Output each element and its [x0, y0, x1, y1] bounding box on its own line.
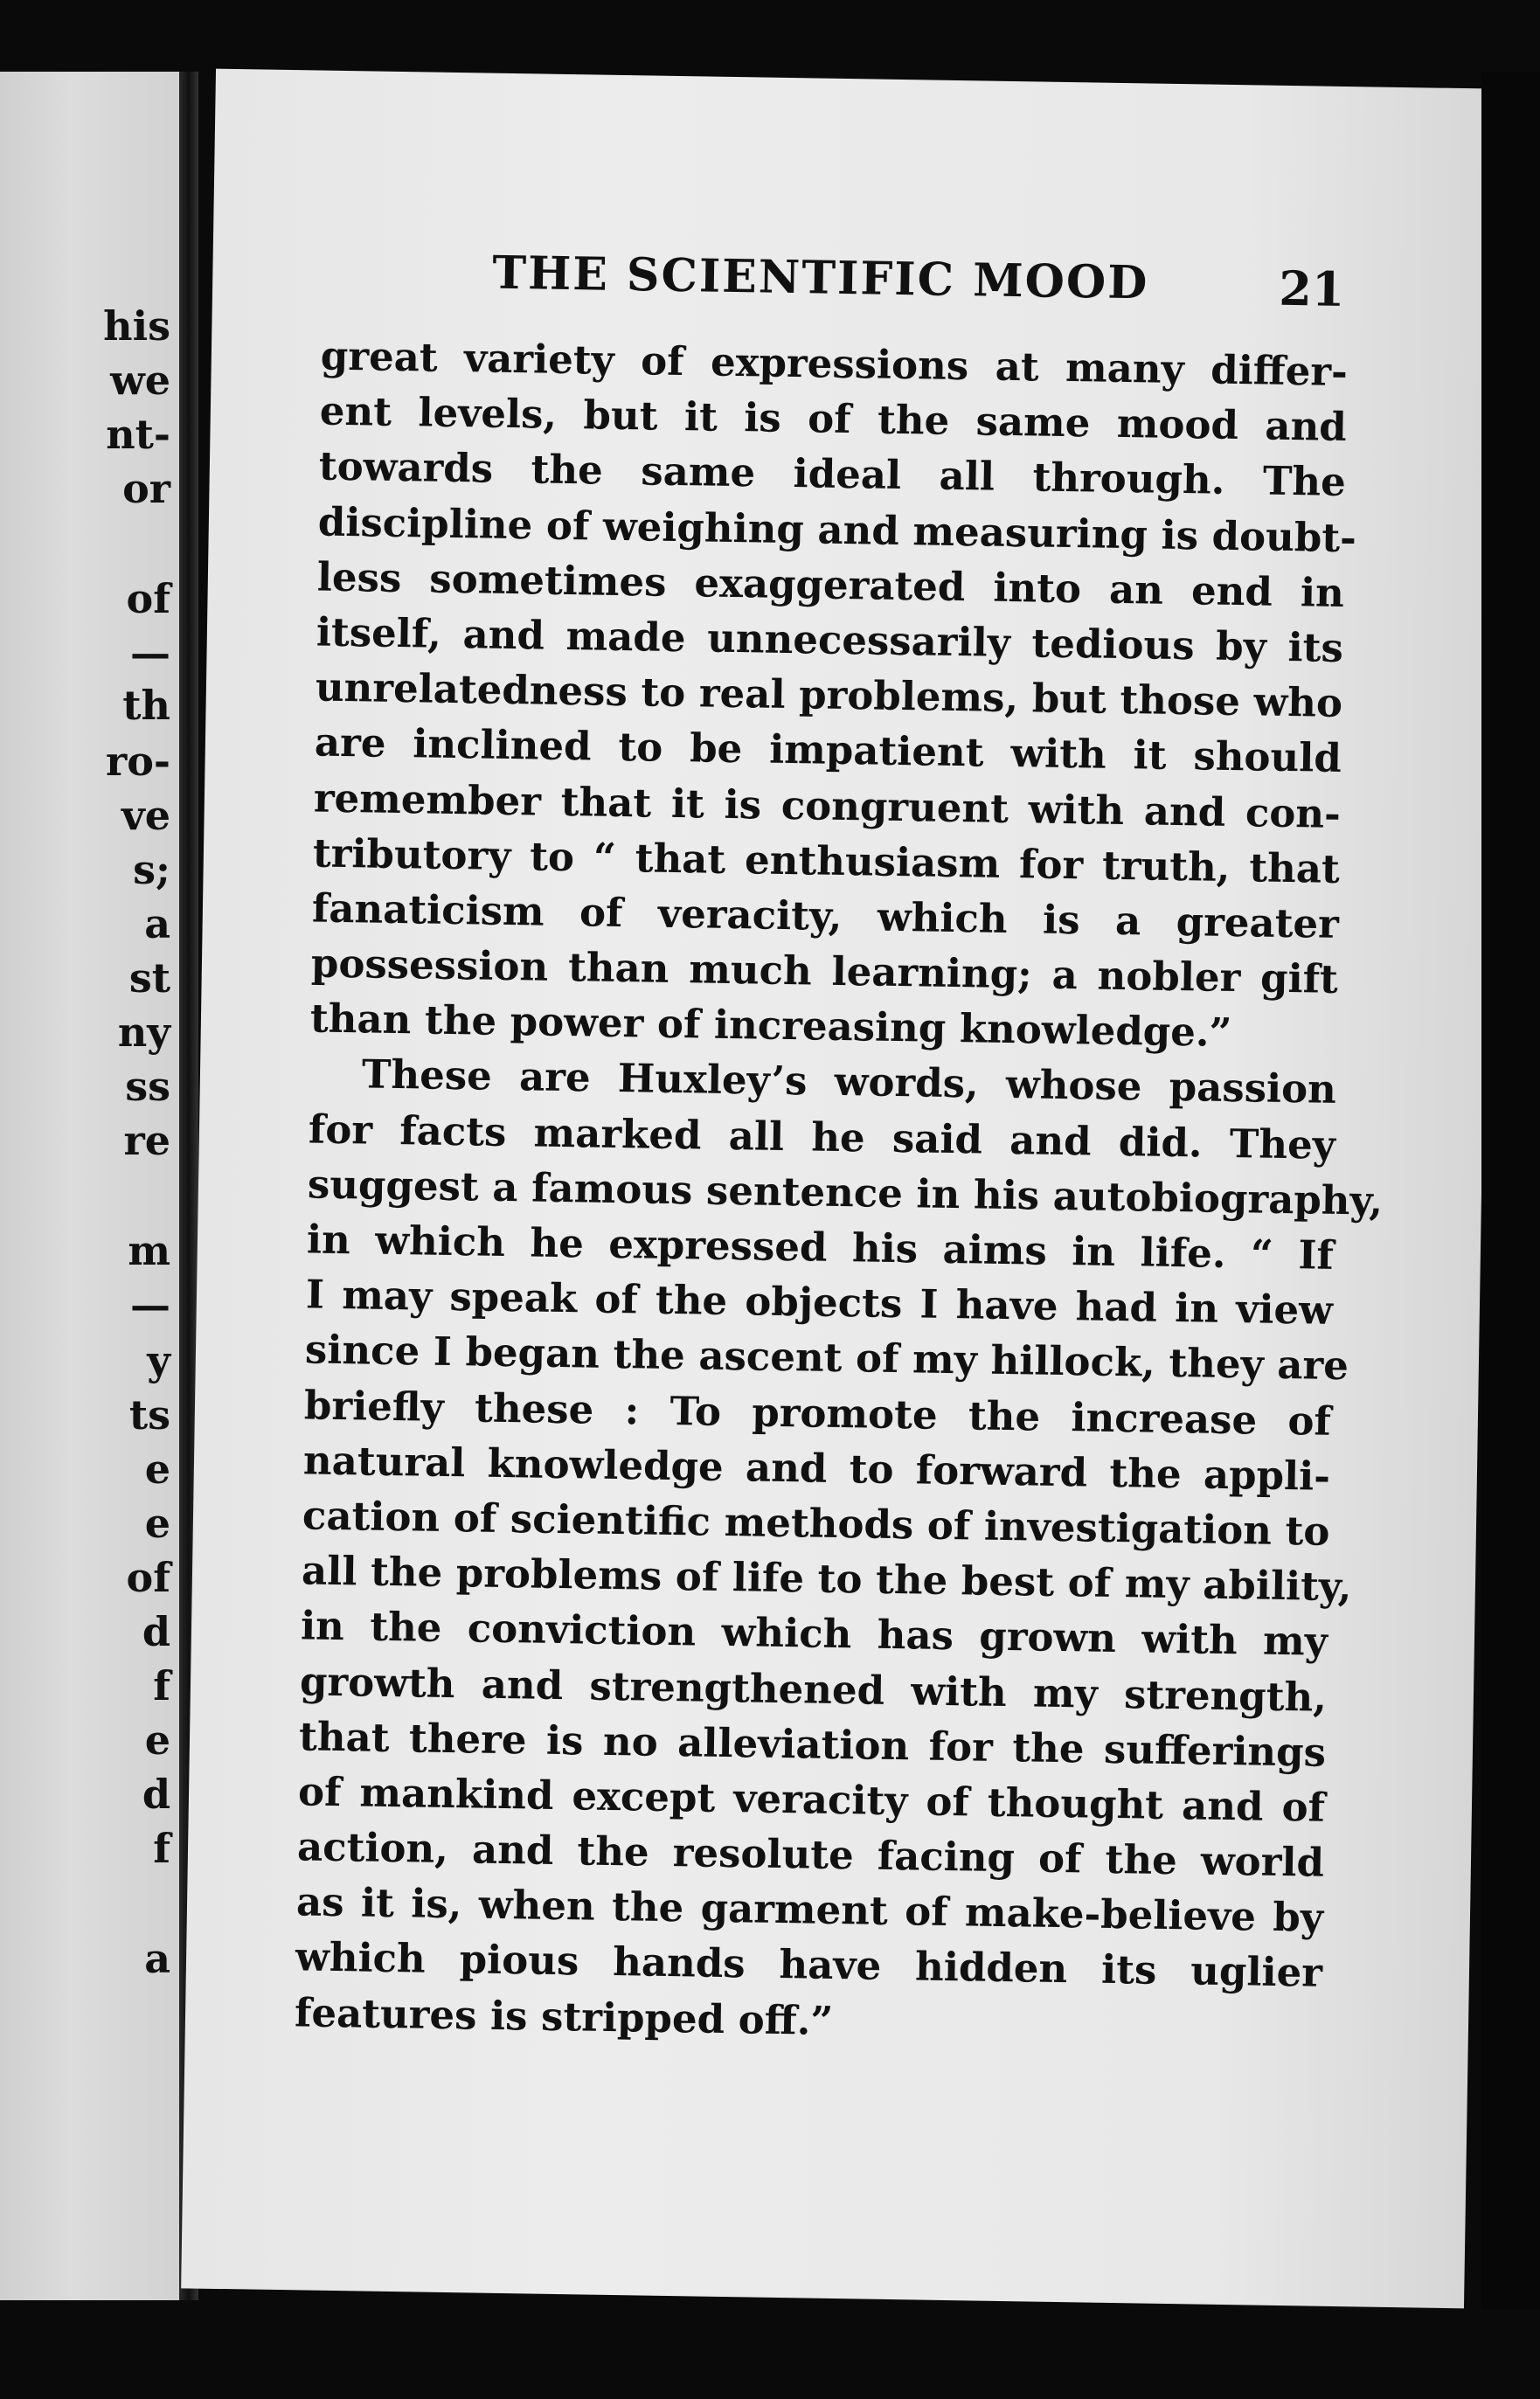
left-fragment: his	[103, 302, 170, 350]
text-line: remember that it is congruent with and con-	[313, 773, 1342, 837]
text-line: in the conviction which has grown with my	[300, 1602, 1328, 1666]
left-fragment: f	[153, 1825, 170, 1872]
left-fragment: a	[144, 1935, 170, 1982]
left-fragment: of	[126, 575, 170, 622]
body-text	[294, 329, 1384, 2056]
text-line: action, and the resolute facing of the world	[296, 1823, 1325, 1886]
left-fragment: a	[144, 900, 170, 947]
text-line: ent levels, but it is of the same mood and	[319, 387, 1348, 451]
text-line: that there is no alleviation for the sufferings	[298, 1713, 1327, 1776]
text-line: of mankind except veracity of thought and of	[297, 1768, 1326, 1831]
left-fragment: or	[122, 465, 170, 512]
left-fragment: re	[123, 1117, 170, 1164]
text-line: than the power of increasing knowledge.”	[309, 995, 1232, 1057]
text-line: which pious hands have hidden its uglier	[295, 1933, 1323, 1997]
text-line: features is stripped off.”	[294, 1988, 834, 2044]
text-line: all the problems of life to the best of my ability,	[301, 1547, 1352, 1611]
text-line: in which he expressed his aims in life. “ If	[306, 1216, 1335, 1279]
right-scan-edge	[1481, 72, 1540, 2309]
book-page	[181, 69, 1499, 2309]
text-line: less sometimes exaggerated into an end in	[316, 553, 1345, 616]
text-line: growth and strengthened with my strength,	[299, 1657, 1328, 1721]
left-fragment: ve	[121, 792, 170, 839]
text-line: briefly these : To promote the increase of	[303, 1381, 1332, 1445]
text-line: for facts marked all he said and did. They	[308, 1106, 1336, 1168]
text-line: towards the same ideal all through. The	[318, 442, 1347, 506]
text-line: suggest a famous sentence in his autobiography,	[307, 1161, 1384, 1224]
left-fragment: d	[142, 1771, 170, 1818]
left-fragment: ss	[125, 1063, 170, 1110]
left-fragment: th	[122, 682, 170, 729]
text-line: These are Huxley’s words, whose passion	[361, 1050, 1337, 1113]
left-fragment: ro-	[105, 738, 170, 785]
running-head	[212, 242, 1496, 323]
text-line: since I began the ascent of my hillock, they are	[304, 1326, 1349, 1390]
left-fragment: e	[144, 1716, 170, 1764]
text-line: I may speak of the objects I have had in view	[305, 1271, 1334, 1335]
text-line: great variety of expressions at many differ-	[320, 332, 1349, 396]
text-line: discipline of weighing and measuring is doubt-	[317, 498, 1357, 561]
left-fragment: ny	[117, 1009, 170, 1056]
text-line: fanaticism of veracity, which is a greater	[311, 884, 1340, 947]
left-fragment: of	[126, 1554, 170, 1601]
left-fragment: e	[144, 1446, 170, 1493]
text-line: tributory to “ that enthusiasm for truth, that	[312, 829, 1341, 892]
left-fragment: y	[147, 1337, 170, 1384]
left-fragment: nt-	[106, 411, 170, 458]
text-line: natural knowledge and to forward the appli-	[302, 1437, 1331, 1500]
left-fragment: we	[110, 357, 170, 404]
left-fragment: m	[128, 1227, 170, 1274]
left-fragment: e	[144, 1500, 170, 1547]
left-fragment: d	[142, 1608, 170, 1655]
left-fragment: f	[153, 1662, 170, 1709]
text-line: cation of scientific methods of investigation to	[302, 1492, 1330, 1555]
left-fragment: ts	[128, 1391, 170, 1439]
text-line: are inclined to be impatient with it should	[314, 718, 1342, 782]
left-fragment: s;	[133, 846, 170, 893]
running-title: THE SCIENTIFIC MOOD	[491, 246, 1149, 310]
text-line: as it is, when the garment of make-believe by	[295, 1878, 1324, 1942]
left-fragment: st	[128, 954, 170, 1002]
text-line: itself, and made unnecessarily tedious by its	[316, 608, 1344, 671]
left-fragment: —	[130, 629, 170, 676]
left-fragment: —	[130, 1281, 170, 1328]
left-page	[0, 72, 179, 2300]
text-line: unrelatedness to real problems, but those who	[315, 663, 1343, 727]
page-number: 21	[1278, 260, 1345, 317]
text-line: possession than much learning; a nobler gift	[310, 939, 1339, 1002]
